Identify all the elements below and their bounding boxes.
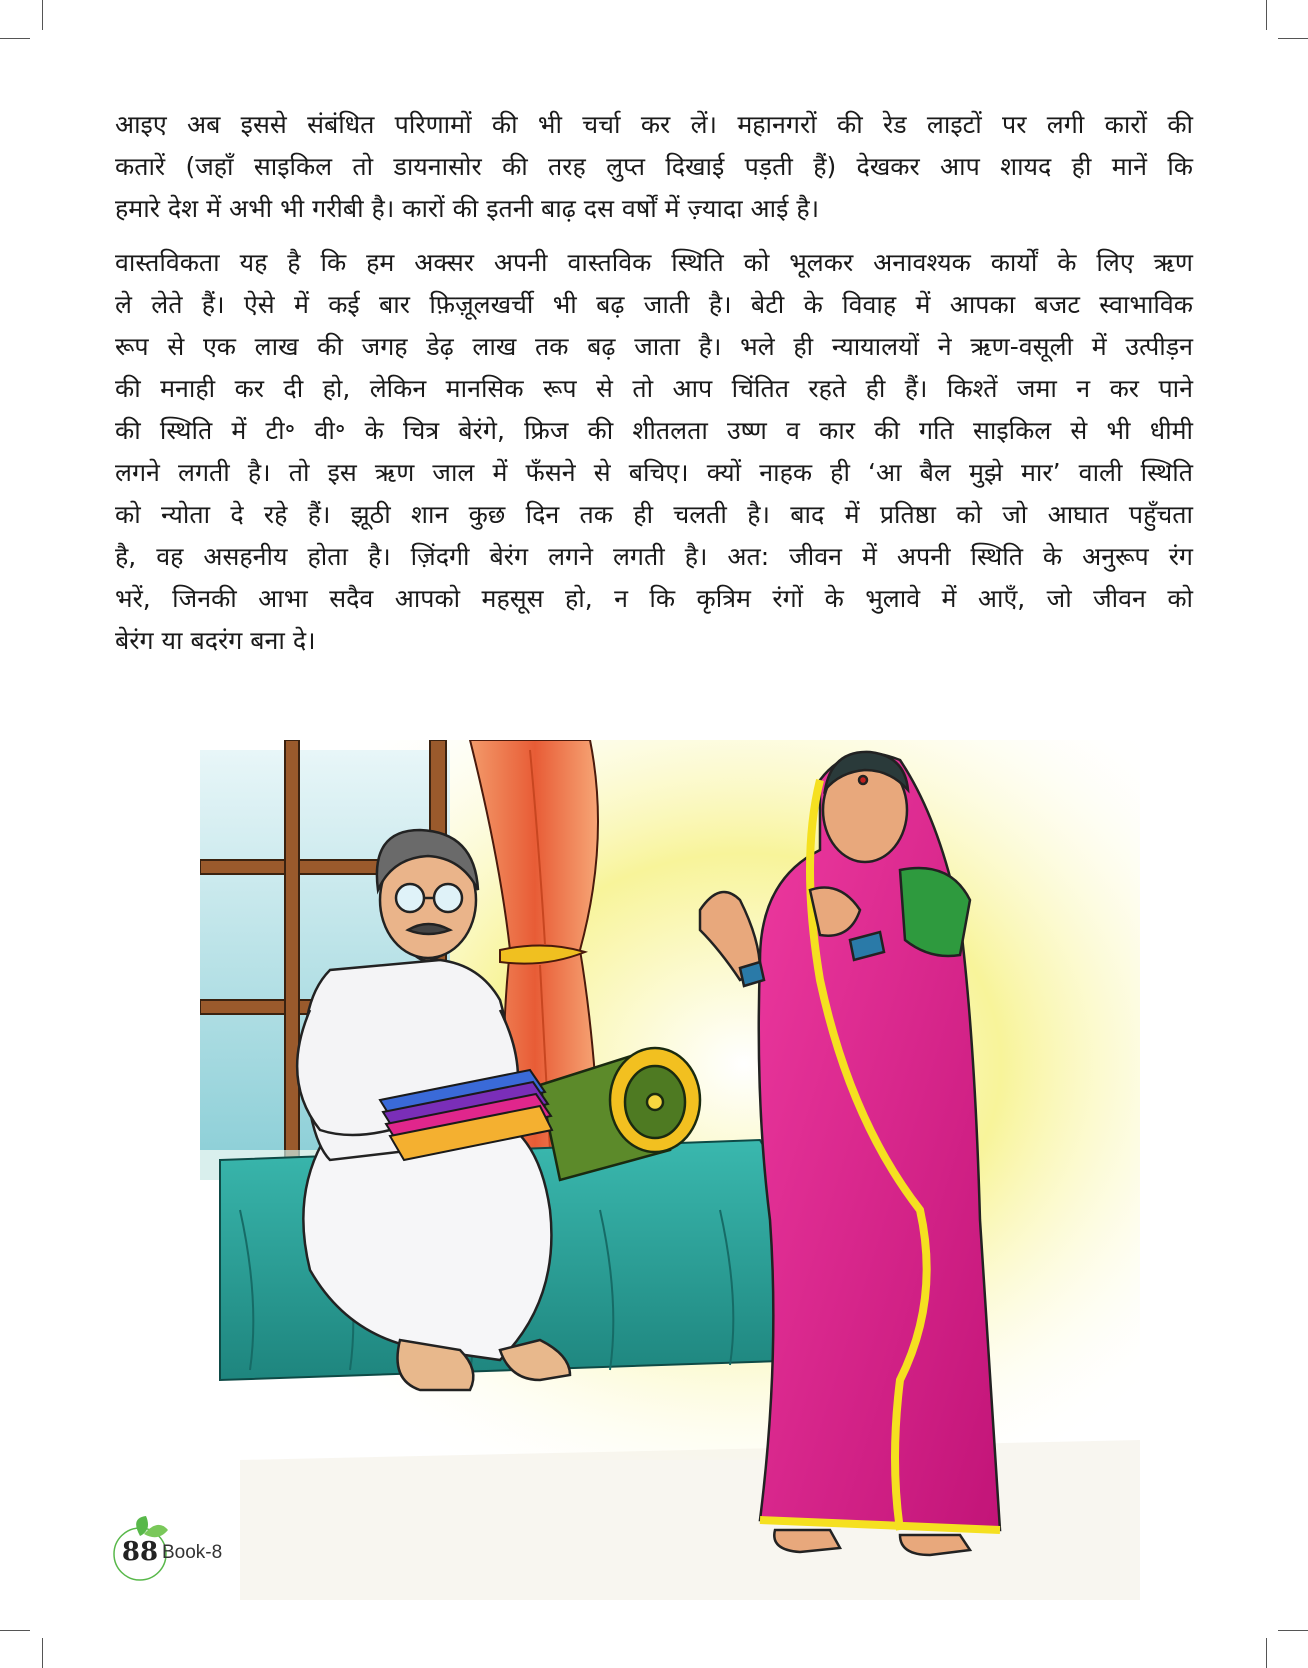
text-line: कतारें (जहाँ साइकिल तो डायनासोर की तरह लुप्त दिखाई पड़ती हैं) देखकर आप शायद ही मानें कि: [115, 152, 1193, 181]
crop-mark-bottom-right-v: [1266, 1638, 1267, 1668]
page-number: 88: [121, 1537, 159, 1567]
text-line: आइए अब इससे संबंधित परिणामों की भी चर्चा कर लें। महानगरों की रेड लाइटों पर लगी कारों की: [115, 110, 1193, 139]
crop-mark-top-left-h: [0, 38, 30, 39]
text-line: की स्थिति में टी॰ वी॰ के चित्र बेरंगे, फ्रिज की शीतलता उष्ण व कार की गति साइकिल से भी धीमी: [115, 416, 1193, 445]
text-line: लगने लगती है। तो इस ऋण जाल में फँसने से बचिए। क्यों नाहक ही ‘आ बैल मुझे मार’ वाली स्थिति: [115, 458, 1193, 487]
text-line: वास्तविकता यह है कि हम अक्सर अपनी वास्तविक स्थिति को भूलकर अनावश्यक कार्यों के लिए ऋण: [115, 248, 1193, 277]
text-line: हमारे देश में अभी भी गरीबी है। कारों की इतनी बाढ़ दस वर्षों में ज़्यादा आई है।: [115, 194, 820, 223]
book-label: Book-8: [162, 1542, 223, 1563]
illustration-scene: [200, 740, 1170, 1620]
crop-mark-top-right-h: [1278, 38, 1308, 39]
crop-mark-bottom-left-v: [42, 1638, 43, 1668]
text-line: है, वह असहनीय होता है। ज़िंदगी बेरंग लगने लगती है। अत: जीवन में अपनी स्थिति के अनुरूप रंग: [115, 542, 1193, 571]
paragraph-1: [115, 104, 1193, 230]
text-line: बेरंग या बदरंग बना दे।: [115, 626, 316, 655]
crop-mark-top-right-v: [1266, 0, 1267, 30]
text-line: को न्योता दे रहे हैं। झूठी शान कुछ दिन तक ही चलती है। बाद में प्रतिष्ठा को जो आघात पहुँचता: [115, 500, 1193, 529]
crop-mark-bottom-left-h: [0, 1630, 30, 1631]
paragraph-2: [115, 242, 1193, 662]
crop-mark-bottom-right-h: [1278, 1630, 1308, 1631]
crop-mark-top-left-v: [42, 0, 43, 30]
text-line: रूप से एक लाख की जगह डेढ़ लाख तक बढ़ जाता है। भले ही न्यायालयों ने ऋण-वसूली में उत्पीड़न: [115, 332, 1193, 361]
text-line: भरें, जिनकी आभा सदैव आपको महसूस हो, न कि कृत्रिम रंगों के भुलावे में आएँ, जो जीवन को: [115, 584, 1193, 613]
page-footer: [100, 1512, 400, 1582]
text-line: की मनाही कर दी हो, लेकिन मानसिक रूप से तो आप चिंतित रहते ही हैं। किश्तें जमा न कर पाने: [115, 374, 1193, 403]
text-line: ले लेते हैं। ऐसे में कई बार फ़िज़ूलखर्ची भी बढ़ जाती है। बेटी के विवाह में आपका बजट स्वाभाविक: [115, 290, 1193, 319]
